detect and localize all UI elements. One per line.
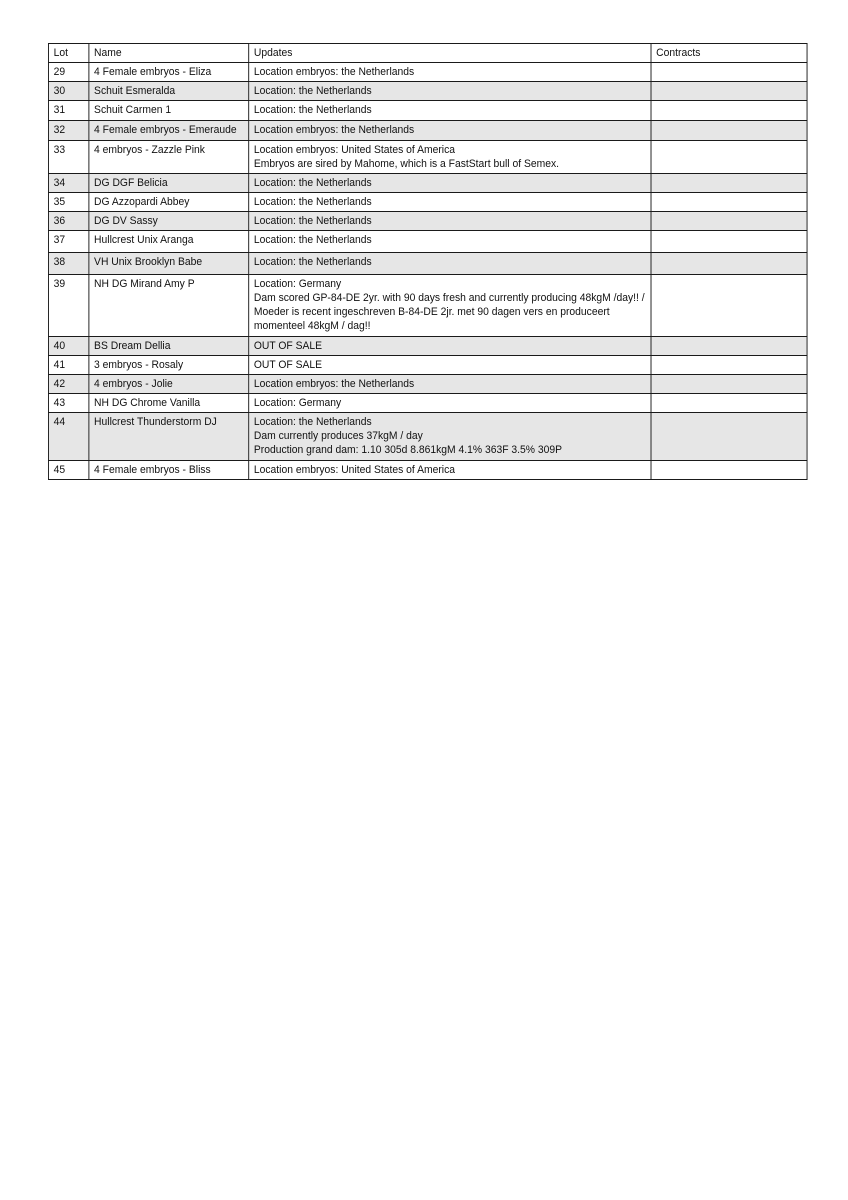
cell-lot: 38 (48, 253, 88, 275)
cell-name: 4 Female embryos - Eliza (89, 63, 249, 82)
table-row (48, 413, 807, 461)
cell-updates (249, 82, 651, 101)
update-line: Location: the Netherlands (253, 215, 372, 227)
cell-contracts (651, 356, 807, 375)
update-line: Location: Germany (253, 397, 342, 409)
cell-contracts (651, 394, 807, 413)
cell-updates (249, 394, 651, 413)
table-row (48, 212, 807, 231)
cell-updates (249, 231, 651, 253)
cell-updates (249, 174, 651, 193)
cell-contracts (651, 174, 807, 193)
cell-name: Hullcrest Thunderstorm DJ (89, 413, 249, 461)
update-line: Location embryos: the Netherlands (253, 66, 415, 78)
cell-updates (249, 193, 651, 212)
update-line: OUT OF SALE (253, 340, 323, 352)
cell-contracts (651, 275, 807, 337)
table-row (48, 337, 807, 356)
cell-contracts (651, 121, 807, 141)
cell-contracts (651, 212, 807, 231)
update-line: Location: the Netherlands (253, 256, 372, 268)
table-row (48, 275, 807, 337)
cell-lot: 35 (48, 193, 88, 212)
cell-name: 4 Female embryos - Bliss (89, 461, 249, 480)
cell-lot: 45 (48, 461, 88, 480)
table-row (48, 231, 807, 253)
cell-name: BS Dream Dellia (89, 337, 249, 356)
cell-lot: 31 (48, 101, 88, 121)
table-row (48, 141, 807, 174)
update-line: Location embryos: United States of America (253, 464, 456, 476)
cell-lot: 32 (48, 121, 88, 141)
lots-table (48, 43, 808, 480)
cell-name: 3 embryos - Rosaly (89, 356, 249, 375)
header-contracts: Contracts (651, 44, 807, 63)
cell-name: 4 embryos - Jolie (89, 375, 249, 394)
cell-contracts (651, 82, 807, 101)
update-line: Location: the Netherlands (253, 104, 372, 116)
cell-updates (249, 253, 651, 275)
cell-name: DG DGF Belicia (89, 174, 249, 193)
update-line: Location embryos: the Netherlands (253, 124, 415, 136)
cell-lot: 37 (48, 231, 88, 253)
cell-name: 4 embryos - Zazzle Pink (89, 141, 249, 174)
cell-contracts (651, 101, 807, 121)
cell-contracts (651, 63, 807, 82)
update-line: Moeder is recent ingeschreven B-84-DE 2jr. met 90 dagen vers en produceert (253, 306, 610, 318)
header-name: Name (89, 44, 249, 63)
cell-lot: 36 (48, 212, 88, 231)
cell-contracts (651, 141, 807, 174)
table-row (48, 82, 807, 101)
update-line: Dam currently produces 37kgM / day (253, 430, 423, 442)
table-row (48, 394, 807, 413)
cell-updates (249, 63, 651, 82)
cell-lot: 41 (48, 356, 88, 375)
cell-name: Hullcrest Unix Aranga (89, 231, 249, 253)
table-row (48, 461, 807, 480)
cell-lot: 39 (48, 275, 88, 337)
update-line: Location: the Netherlands (253, 85, 372, 97)
update-line: Location: the Netherlands (253, 416, 372, 428)
cell-name: NH DG Chrome Vanilla (89, 394, 249, 413)
update-line: Location: the Netherlands (253, 177, 372, 189)
cell-contracts (651, 253, 807, 275)
cell-updates (249, 141, 651, 174)
cell-lot: 33 (48, 141, 88, 174)
cell-lot: 44 (48, 413, 88, 461)
cell-updates (249, 121, 651, 141)
table-row (48, 101, 807, 121)
cell-lot: 43 (48, 394, 88, 413)
cell-updates (249, 356, 651, 375)
cell-lot: 34 (48, 174, 88, 193)
cell-name: NH DG Mirand Amy P (89, 275, 249, 337)
cell-contracts (651, 413, 807, 461)
cell-name: Schuit Carmen 1 (89, 101, 249, 121)
table-body (48, 63, 807, 480)
cell-contracts (651, 231, 807, 253)
update-line: OUT OF SALE (253, 359, 323, 371)
update-line: Location embryos: the Netherlands (253, 378, 415, 390)
cell-name: VH Unix Brooklyn Babe (89, 253, 249, 275)
update-line: Location: Germany (253, 278, 342, 290)
header-row (48, 44, 807, 63)
cell-updates (249, 275, 651, 337)
table-header (48, 44, 807, 63)
cell-name: DG DV Sassy (89, 212, 249, 231)
table-row (48, 375, 807, 394)
cell-lot: 42 (48, 375, 88, 394)
cell-name: DG Azzopardi Abbey (89, 193, 249, 212)
cell-updates (249, 337, 651, 356)
update-line: Location: the Netherlands (253, 196, 372, 208)
cell-lot: 30 (48, 82, 88, 101)
update-line: momenteel 48kgM / dag!! (253, 320, 371, 332)
update-line: Dam scored GP-84-DE 2yr. with 90 days fresh and currently producing 48kgM /day!! / (253, 292, 645, 304)
cell-contracts (651, 375, 807, 394)
table-row (48, 356, 807, 375)
cell-lot: 29 (48, 63, 88, 82)
cell-updates (249, 375, 651, 394)
cell-updates (249, 212, 651, 231)
cell-name: 4 Female embryos - Emeraude (89, 121, 249, 141)
update-line: Embryos are sired by Mahome, which is a FastStart bull of Semex. (253, 158, 560, 170)
table-row (48, 253, 807, 275)
cell-name: Schuit Esmeralda (89, 82, 249, 101)
cell-updates (249, 101, 651, 121)
table-row (48, 121, 807, 141)
cell-contracts (651, 461, 807, 480)
update-line: Location embryos: United States of America (253, 144, 456, 156)
table-row (48, 193, 807, 212)
table-row (48, 174, 807, 193)
cell-lot: 40 (48, 337, 88, 356)
cell-contracts (651, 193, 807, 212)
header-updates: Updates (249, 44, 651, 63)
table-row (48, 63, 807, 82)
cell-updates (249, 413, 651, 461)
cell-updates (249, 461, 651, 480)
update-line: Production grand dam: 1.10 305d 8.861kgM 4.1% 363F 3.5% 309P (253, 444, 562, 456)
header-lot: Lot (48, 44, 88, 63)
update-line: Location: the Netherlands (253, 234, 372, 246)
cell-contracts (651, 337, 807, 356)
